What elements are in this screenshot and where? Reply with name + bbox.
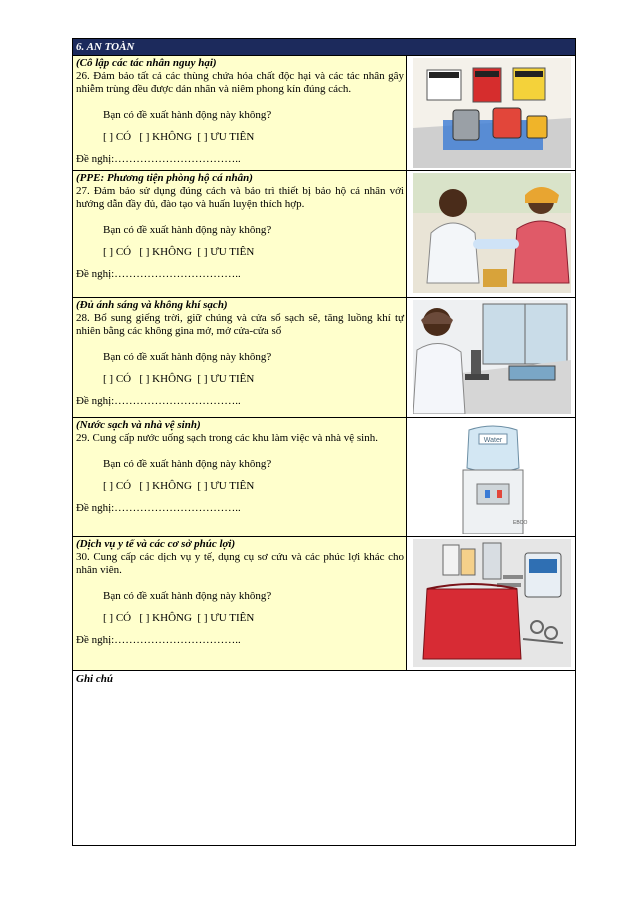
choice-yes[interactable]: [ ] CÓ	[103, 246, 132, 258]
chemical-containers-illustration	[407, 56, 575, 170]
suggestion-field[interactable]: Đề nghị:……………………………..	[76, 268, 241, 280]
choice-priority[interactable]: [ ] ƯU TIÊN	[197, 480, 255, 492]
choice-yes[interactable]: [ ] CÓ	[103, 612, 132, 624]
item-30-row	[73, 536, 575, 670]
choice-group	[76, 480, 404, 493]
recommend-prompt: Bạn có đề xuất hành động này không?	[103, 458, 272, 470]
choice-yes[interactable]: [ ] CÓ	[103, 373, 132, 385]
suggestion-field[interactable]: Đề nghị:……………………………..	[76, 634, 241, 646]
suggestion-field[interactable]: Đề nghị:……………………………..	[76, 153, 241, 165]
suggestion-field[interactable]: Đề nghị:……………………………..	[76, 395, 241, 407]
item-29-row	[73, 417, 575, 536]
item-question: 30. Cung cấp các dịch vụ y tế, dụng cụ sơ cứu và các phúc lợi khác cho nhân viên.	[76, 551, 404, 576]
recommend-prompt: Bạn có đề xuất hành động này không?	[103, 109, 272, 121]
item-subtitle: (Cô lập các tác nhân nguy hại)	[76, 57, 217, 69]
item-subtitle: (Đủ ánh sáng và không khí sạch)	[76, 299, 228, 311]
item-question: 28. Bổ sung giếng trời, giữ chúng và cửa sổ sạch sẽ, tăng luồng khí tự nhiên bằng các không gina mở, mở cửa-cửa sổ	[76, 312, 404, 337]
choice-no[interactable]: [ ] KHÔNG	[139, 612, 192, 624]
choice-priority[interactable]: [ ] ƯU TIÊN	[197, 373, 255, 385]
choice-group	[76, 373, 404, 386]
choice-no[interactable]: [ ] KHÔNG	[139, 246, 192, 258]
choice-priority[interactable]: [ ] ƯU TIÊN	[197, 246, 255, 258]
item-question: 26. Đảm bảo tất cả các thùng chứa hóa chất độc hại và các tác nhân gây nhiễm trùng đều được dán nhãn và niêm phong kín đúng cách.	[76, 70, 404, 95]
choice-priority[interactable]: [ ] ƯU TIÊN	[197, 131, 255, 143]
item-question: 27. Đảm bảo sử dụng đúng cách và bảo trì thiết bị bảo hộ cá nhân với hướng dẫn đầy đủ, đào tạo và huấn luyện thích hợp.	[76, 185, 404, 210]
water-bottle-label: Water	[483, 437, 503, 444]
choice-no[interactable]: [ ] KHÔNG	[139, 373, 192, 385]
item-26-row	[73, 55, 575, 170]
item-28-row	[73, 297, 575, 417]
item-subtitle: (Dịch vụ y tế và các cơ sở phúc lợi)	[76, 538, 236, 550]
choice-no[interactable]: [ ] KHÔNG	[139, 480, 192, 492]
item-26-text-cell	[73, 56, 407, 170]
item-27-text-cell	[73, 171, 407, 297]
choice-yes[interactable]: [ ] CÓ	[103, 131, 132, 143]
item-question: 29. Cung cấp nước uống sạch trong các khu làm việc và nhà vệ sinh.	[76, 432, 378, 444]
recommend-prompt: Bạn có đề xuất hành động này không?	[103, 224, 272, 236]
water-dispenser-illustration	[407, 418, 575, 536]
suggestion-field[interactable]: Đề nghị:……………………………..	[76, 502, 241, 514]
notes-section[interactable]	[73, 670, 575, 845]
safety-checklist-table	[72, 38, 576, 846]
notes-label: Ghi chú	[76, 673, 113, 685]
lab-worker-microscope-illustration	[407, 298, 575, 417]
recommend-prompt: Bạn có đề xuất hành động này không?	[103, 590, 272, 602]
choice-group	[76, 131, 404, 144]
health-worker-gloves-illustration	[407, 171, 575, 297]
item-29-text-cell	[73, 418, 407, 536]
item-27-row	[73, 170, 575, 297]
choice-yes[interactable]: [ ] CÓ	[103, 480, 132, 492]
first-aid-kit-illustration	[407, 537, 575, 670]
choice-group	[76, 246, 404, 259]
item-28-text-cell	[73, 298, 407, 417]
item-subtitle: (PPE: Phương tiện phòng hộ cá nhân)	[76, 172, 253, 184]
item-30-text-cell	[73, 537, 407, 670]
dispenser-brand: EBOO	[513, 520, 528, 526]
section-title: 6. AN TOÀN	[73, 39, 575, 55]
item-subtitle: (Nước sạch và nhà vệ sinh)	[76, 419, 201, 431]
choice-priority[interactable]: [ ] ƯU TIÊN	[197, 612, 255, 624]
choice-group	[76, 612, 404, 625]
choice-no[interactable]: [ ] KHÔNG	[139, 131, 192, 143]
recommend-prompt: Bạn có đề xuất hành động này không?	[103, 351, 272, 363]
